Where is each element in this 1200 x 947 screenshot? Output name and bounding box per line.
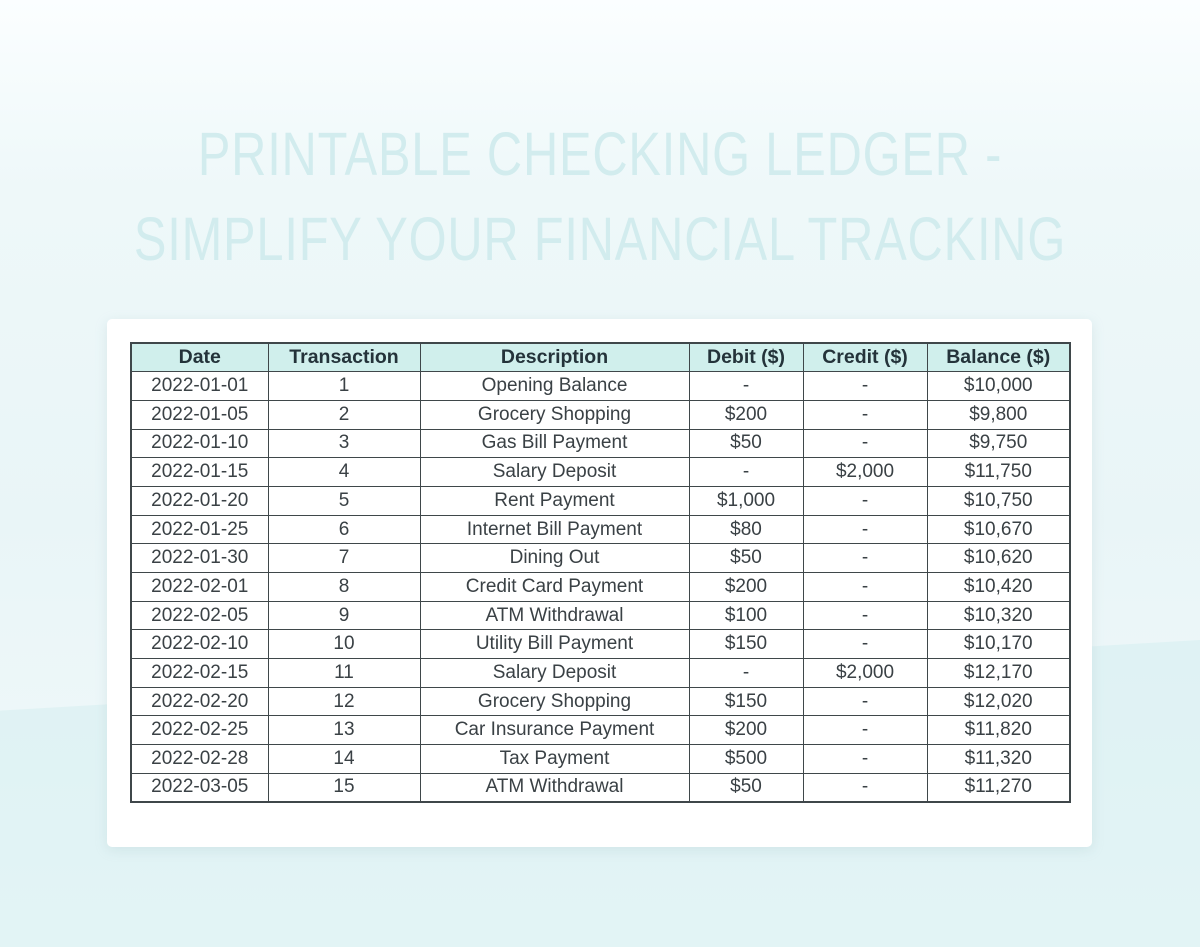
table-row <box>131 687 1070 716</box>
table-header-row <box>131 343 1070 372</box>
column-header-transaction: Transaction <box>268 343 420 372</box>
table-cell-transaction: 2 <box>268 400 420 429</box>
table-row <box>131 372 1070 401</box>
table-cell-debit: $200 <box>689 716 803 745</box>
table-cell-balance: $10,750 <box>927 486 1070 515</box>
table-cell-date: 2022-03-05 <box>131 773 268 802</box>
table-row <box>131 458 1070 487</box>
table-cell-date: 2022-02-25 <box>131 716 268 745</box>
page-title <box>0 112 1200 282</box>
table-cell-transaction: 14 <box>268 745 420 774</box>
table-row <box>131 544 1070 573</box>
table-row <box>131 486 1070 515</box>
table-cell-description: Grocery Shopping <box>420 400 689 429</box>
table-cell-balance: $10,170 <box>927 630 1070 659</box>
table-cell-date: 2022-02-01 <box>131 573 268 602</box>
table-cell-balance: $10,620 <box>927 544 1070 573</box>
table-cell-credit: - <box>803 745 927 774</box>
table-cell-credit: - <box>803 687 927 716</box>
table-cell-balance: $9,750 <box>927 429 1070 458</box>
table-cell-description: Tax Payment <box>420 745 689 774</box>
table-cell-credit: - <box>803 515 927 544</box>
table-cell-balance: $10,670 <box>927 515 1070 544</box>
table-cell-description: Rent Payment <box>420 486 689 515</box>
table-cell-transaction: 3 <box>268 429 420 458</box>
table-cell-date: 2022-02-20 <box>131 687 268 716</box>
table-cell-balance: $11,270 <box>927 773 1070 802</box>
table-cell-debit: - <box>689 458 803 487</box>
table-cell-description: ATM Withdrawal <box>420 601 689 630</box>
table-cell-date: 2022-01-30 <box>131 544 268 573</box>
table-row <box>131 429 1070 458</box>
table-cell-credit: - <box>803 486 927 515</box>
table-cell-debit: - <box>689 372 803 401</box>
table-cell-balance: $11,750 <box>927 458 1070 487</box>
table-cell-credit: - <box>803 773 927 802</box>
table-cell-credit: - <box>803 716 927 745</box>
table-cell-credit: $2,000 <box>803 458 927 487</box>
table-cell-debit: $80 <box>689 515 803 544</box>
table-cell-credit: - <box>803 630 927 659</box>
ledger-card <box>107 319 1092 847</box>
table-cell-debit: - <box>689 659 803 688</box>
table-cell-credit: $2,000 <box>803 659 927 688</box>
table-cell-date: 2022-02-15 <box>131 659 268 688</box>
table-row <box>131 716 1070 745</box>
table-cell-credit: - <box>803 429 927 458</box>
table-cell-date: 2022-01-15 <box>131 458 268 487</box>
table-cell-transaction: 13 <box>268 716 420 745</box>
table-cell-date: 2022-01-01 <box>131 372 268 401</box>
table-cell-credit: - <box>803 573 927 602</box>
table-cell-description: Gas Bill Payment <box>420 429 689 458</box>
table-cell-transaction: 9 <box>268 601 420 630</box>
checking-ledger-table <box>130 342 1071 803</box>
table-row <box>131 630 1070 659</box>
table-cell-debit: $100 <box>689 601 803 630</box>
column-header-description: Description <box>420 343 689 372</box>
table-cell-date: 2022-02-28 <box>131 745 268 774</box>
table-cell-debit: $150 <box>689 687 803 716</box>
table-cell-balance: $10,420 <box>927 573 1070 602</box>
column-header-debit: Debit ($) <box>689 343 803 372</box>
table-cell-balance: $11,320 <box>927 745 1070 774</box>
table-cell-credit: - <box>803 544 927 573</box>
table-cell-transaction: 8 <box>268 573 420 602</box>
table-row <box>131 659 1070 688</box>
table-cell-balance: $12,020 <box>927 687 1070 716</box>
table-cell-transaction: 15 <box>268 773 420 802</box>
table-row <box>131 773 1070 802</box>
table-cell-transaction: 1 <box>268 372 420 401</box>
table-row <box>131 745 1070 774</box>
table-cell-balance: $10,320 <box>927 601 1070 630</box>
table-cell-description: ATM Withdrawal <box>420 773 689 802</box>
table-cell-description: Grocery Shopping <box>420 687 689 716</box>
column-header-credit: Credit ($) <box>803 343 927 372</box>
table-cell-description: Salary Deposit <box>420 458 689 487</box>
table-cell-description: Internet Bill Payment <box>420 515 689 544</box>
table-cell-description: Opening Balance <box>420 372 689 401</box>
table-cell-transaction: 4 <box>268 458 420 487</box>
table-cell-date: 2022-01-25 <box>131 515 268 544</box>
table-row <box>131 400 1070 429</box>
table-cell-debit: $200 <box>689 573 803 602</box>
table-cell-debit: $50 <box>689 773 803 802</box>
table-cell-description: Car Insurance Payment <box>420 716 689 745</box>
table-cell-transaction: 12 <box>268 687 420 716</box>
table-cell-date: 2022-02-10 <box>131 630 268 659</box>
table-cell-transaction: 6 <box>268 515 420 544</box>
ledger-table-body <box>131 372 1070 802</box>
table-cell-debit: $1,000 <box>689 486 803 515</box>
table-cell-description: Credit Card Payment <box>420 573 689 602</box>
table-cell-debit: $500 <box>689 745 803 774</box>
table-cell-description: Utility Bill Payment <box>420 630 689 659</box>
column-header-balance: Balance ($) <box>927 343 1070 372</box>
page-title-line-1: PRINTABLE CHECKING LEDGER - <box>197 120 1003 188</box>
table-cell-date: 2022-01-05 <box>131 400 268 429</box>
table-cell-credit: - <box>803 372 927 401</box>
table-cell-balance: $11,820 <box>927 716 1070 745</box>
table-cell-transaction: 7 <box>268 544 420 573</box>
table-cell-transaction: 10 <box>268 630 420 659</box>
table-cell-description: Dining Out <box>420 544 689 573</box>
page-title-line-2: SIMPLIFY YOUR FINANCIAL TRACKING <box>133 205 1067 273</box>
table-cell-balance: $12,170 <box>927 659 1070 688</box>
table-cell-credit: - <box>803 400 927 429</box>
ledger-table-head <box>131 343 1070 372</box>
table-cell-date: 2022-02-05 <box>131 601 268 630</box>
table-cell-debit: $200 <box>689 400 803 429</box>
column-header-date: Date <box>131 343 268 372</box>
table-cell-credit: - <box>803 601 927 630</box>
table-cell-balance: $10,000 <box>927 372 1070 401</box>
table-row <box>131 573 1070 602</box>
table-row <box>131 601 1070 630</box>
table-cell-date: 2022-01-10 <box>131 429 268 458</box>
table-cell-transaction: 11 <box>268 659 420 688</box>
table-cell-debit: $50 <box>689 544 803 573</box>
table-cell-transaction: 5 <box>268 486 420 515</box>
table-cell-debit: $150 <box>689 630 803 659</box>
table-cell-date: 2022-01-20 <box>131 486 268 515</box>
table-row <box>131 515 1070 544</box>
table-cell-balance: $9,800 <box>927 400 1070 429</box>
table-cell-description: Salary Deposit <box>420 659 689 688</box>
table-cell-debit: $50 <box>689 429 803 458</box>
